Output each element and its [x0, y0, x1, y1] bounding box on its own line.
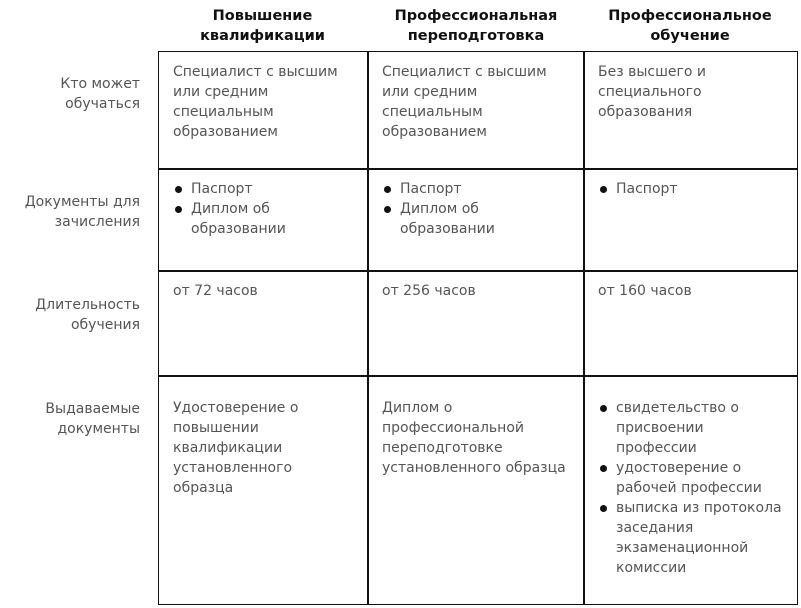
header-col-2: Профессиональная переподготовка: [394, 8, 558, 44]
table-cell: [158, 51, 369, 170]
list-item: выписка из протокола заседания экзаменационной комиссии: [616, 498, 785, 578]
bullet-list: [598, 179, 785, 199]
row-label-who: Кто может обучаться: [60, 76, 140, 112]
list-item: удостоверение о рабочей профессии: [616, 458, 785, 498]
header-col-3: Профессиональное обучение: [608, 8, 772, 44]
table-cell: [583, 51, 798, 170]
cell-text: Удостоверение о повышении квалификации установленного образца: [173, 400, 299, 496]
cell-text: Без высшего и специального образования: [598, 64, 707, 120]
list-item: Паспорт: [616, 179, 785, 199]
bullet-list: [173, 179, 356, 239]
cell-text: Специалист с высшим или средним специальным образованием: [173, 64, 338, 140]
cell-text: от 160 часов: [598, 283, 692, 299]
table-cell: [158, 270, 369, 377]
cell-text: Специалист с высшим или средним специальным образованием: [382, 64, 547, 140]
list-item: Паспорт: [400, 179, 572, 199]
cell-text: от 72 часов: [173, 283, 258, 299]
table-cell: [158, 168, 369, 272]
table-cell: [583, 168, 798, 272]
table-cell: [583, 270, 798, 377]
row-label-documents-enroll: Документы для зачисления: [24, 194, 140, 230]
list-item: Диплом об образовании: [191, 199, 356, 239]
cell-text: от 256 часов: [382, 283, 476, 299]
table-cell: [158, 375, 369, 605]
table-cell: [367, 168, 585, 272]
table-cell: [367, 51, 585, 170]
table-cell: [583, 375, 798, 605]
table-cell: [367, 270, 585, 377]
list-item: свидетельство о присвоении профессии: [616, 398, 785, 458]
header-col-1: Повышение квалификации: [200, 8, 325, 44]
list-item: Диплом об образовании: [400, 199, 572, 239]
bullet-list: [382, 179, 572, 239]
table-cell: [367, 375, 585, 605]
row-label-documents-issued: Выдаваемые документы: [45, 401, 140, 437]
row-label-duration: Длительность обучения: [35, 297, 140, 333]
list-item: Паспорт: [191, 179, 356, 199]
cell-text: Диплом о профессиональной переподготовке установленного образца: [382, 400, 566, 476]
comparison-table: [158, 51, 796, 603]
bullet-list: [598, 398, 785, 578]
